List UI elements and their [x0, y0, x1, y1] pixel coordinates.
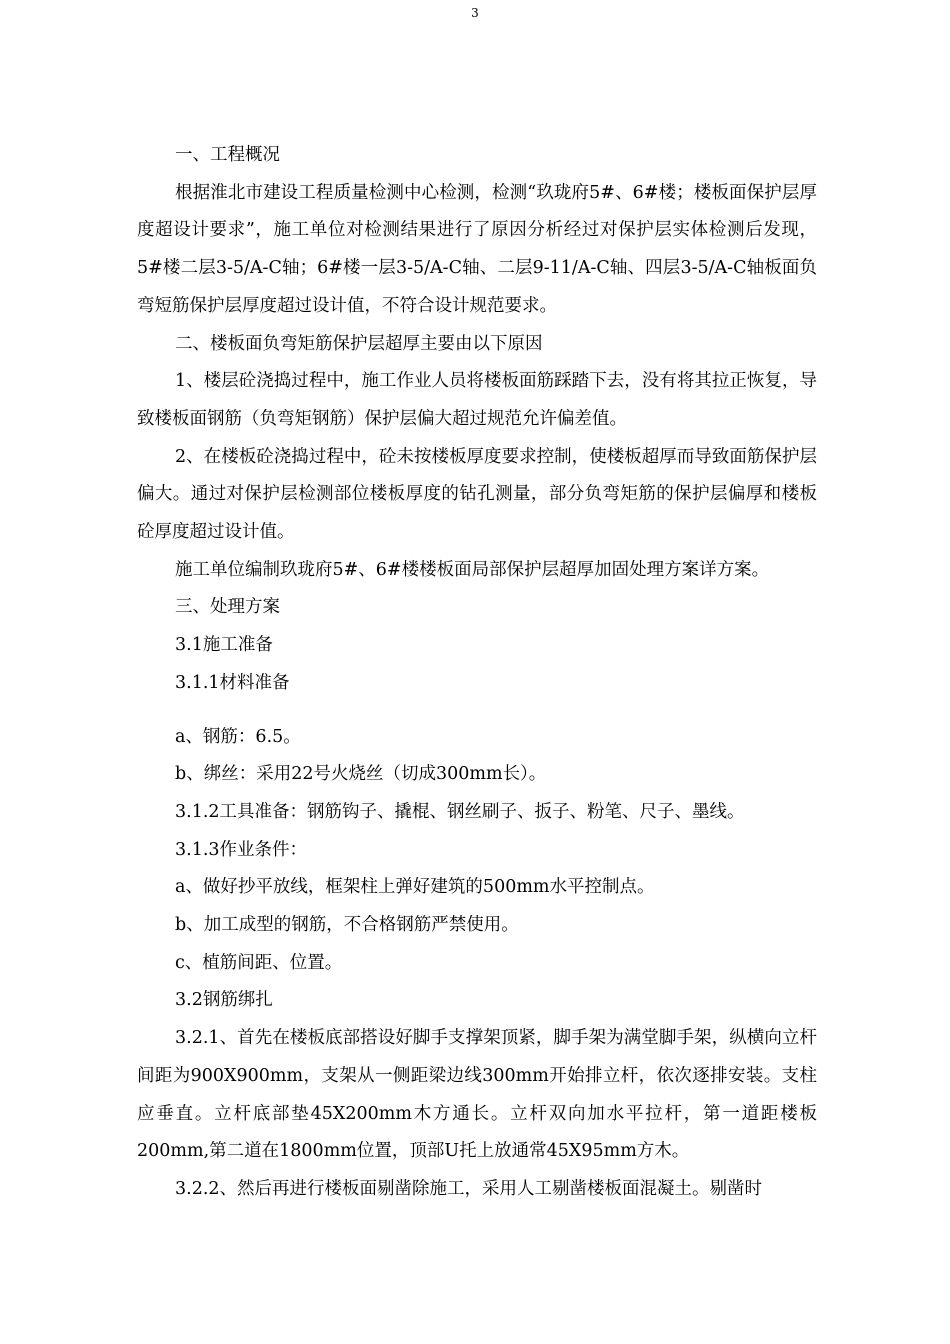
subheading-rebar-binding: 3.2钢筋绑扎 — [175, 990, 273, 1011]
list-item-spacing: c、植筋间距、位置。 — [175, 952, 343, 973]
paragraph-scaffold: 3.2.1、首先在楼板底部搭设好脚手支撑架顶紧，脚手架为满堂脚手架，纵横向立杆间距为900X900mm，支架从一侧距梁边线300mm开始排立杆，依次逐排安装。支柱应垂直。立杆底部垫45X200mm木方通长。立杆双向加水平拉杆，第一道距楼板200mm,第二道在1800mm位置，顶部U托上放通常45X95mm方木。 — [137, 1028, 817, 1162]
paragraph-cause-2: 2、在楼板砼浇捣过程中，砼未按楼板厚度要求控制，使楼板超厚而导致面筋保护层偏大。通过对保护层检测部位楼板厚度的钻孔测量，部分负弯矩筋的保护层偏厚和楼板砼厚度超过设计值。 — [137, 446, 817, 543]
list-item-tie-wire: b、绑丝：采用22号火烧丝（切成300mm长）。 — [175, 764, 547, 785]
paragraph-chiseling: 3.2.2、然后再进行楼板面剔凿除施工，采用人工剔凿楼板面混凝土。剔凿时 — [175, 1178, 763, 1199]
subheading-preparation: 3.1施工准备 — [175, 635, 273, 656]
spacer — [137, 703, 817, 719]
section-heading-causes: 二、楼板面负弯矩筋保护层超厚主要由以下原因 — [175, 333, 543, 354]
list-item-formed-rebar: b、加工成型的钢筋，不合格钢筋严禁使用。 — [175, 915, 519, 936]
paragraph-inspection-result: 根据淮北市建设工程质量检测中心检测，检测“玖珑府5#、6#楼；楼板面保护层厚度超设计要求”，施工单位对检测结果进行了原因分析经过对保护层实体检测后发现，5#楼二层3-5/A-C轴；6#楼一层3-5/A-C轴、二层9-11/A-C轴、四层3-5/A-C轴板面负弯短筋保护层厚度超过设计值，不符合设计规范要求。 — [137, 182, 817, 316]
list-item-leveling: a、做好抄平放线，框架柱上弹好建筑的500mm水平控制点。 — [175, 877, 655, 898]
subheading-materials: 3.1.1材料准备 — [175, 672, 290, 693]
section-heading-solution: 三、处理方案 — [175, 597, 280, 618]
document-body — [137, 137, 817, 1209]
subheading-work-conditions: 3.1.3作业条件： — [175, 839, 308, 860]
section-heading-overview: 一、工程概况 — [175, 145, 280, 165]
paragraph-cause-1: 1、楼层砼浇捣过程中，施工作业人员将楼板面筋踩踏下去，没有将其拉正恢复，导致楼板面钢筋（负弯矩钢筋）保护层偏大超过规范允许偏差值。 — [137, 371, 817, 429]
paragraph-plan-note: 施工单位编制玖珑府5#、6#楼楼板面局部保护层超厚加固处理方案详方案。 — [175, 559, 770, 580]
page-number: 3 — [471, 6, 479, 20]
paragraph-tools: 3.1.2工具准备：钢筋钩子、撬棍、钢丝刷子、扳子、粉笔、尺子、墨线。 — [175, 801, 745, 822]
list-item-rebar: a、钢筋：6.5。 — [175, 726, 301, 747]
